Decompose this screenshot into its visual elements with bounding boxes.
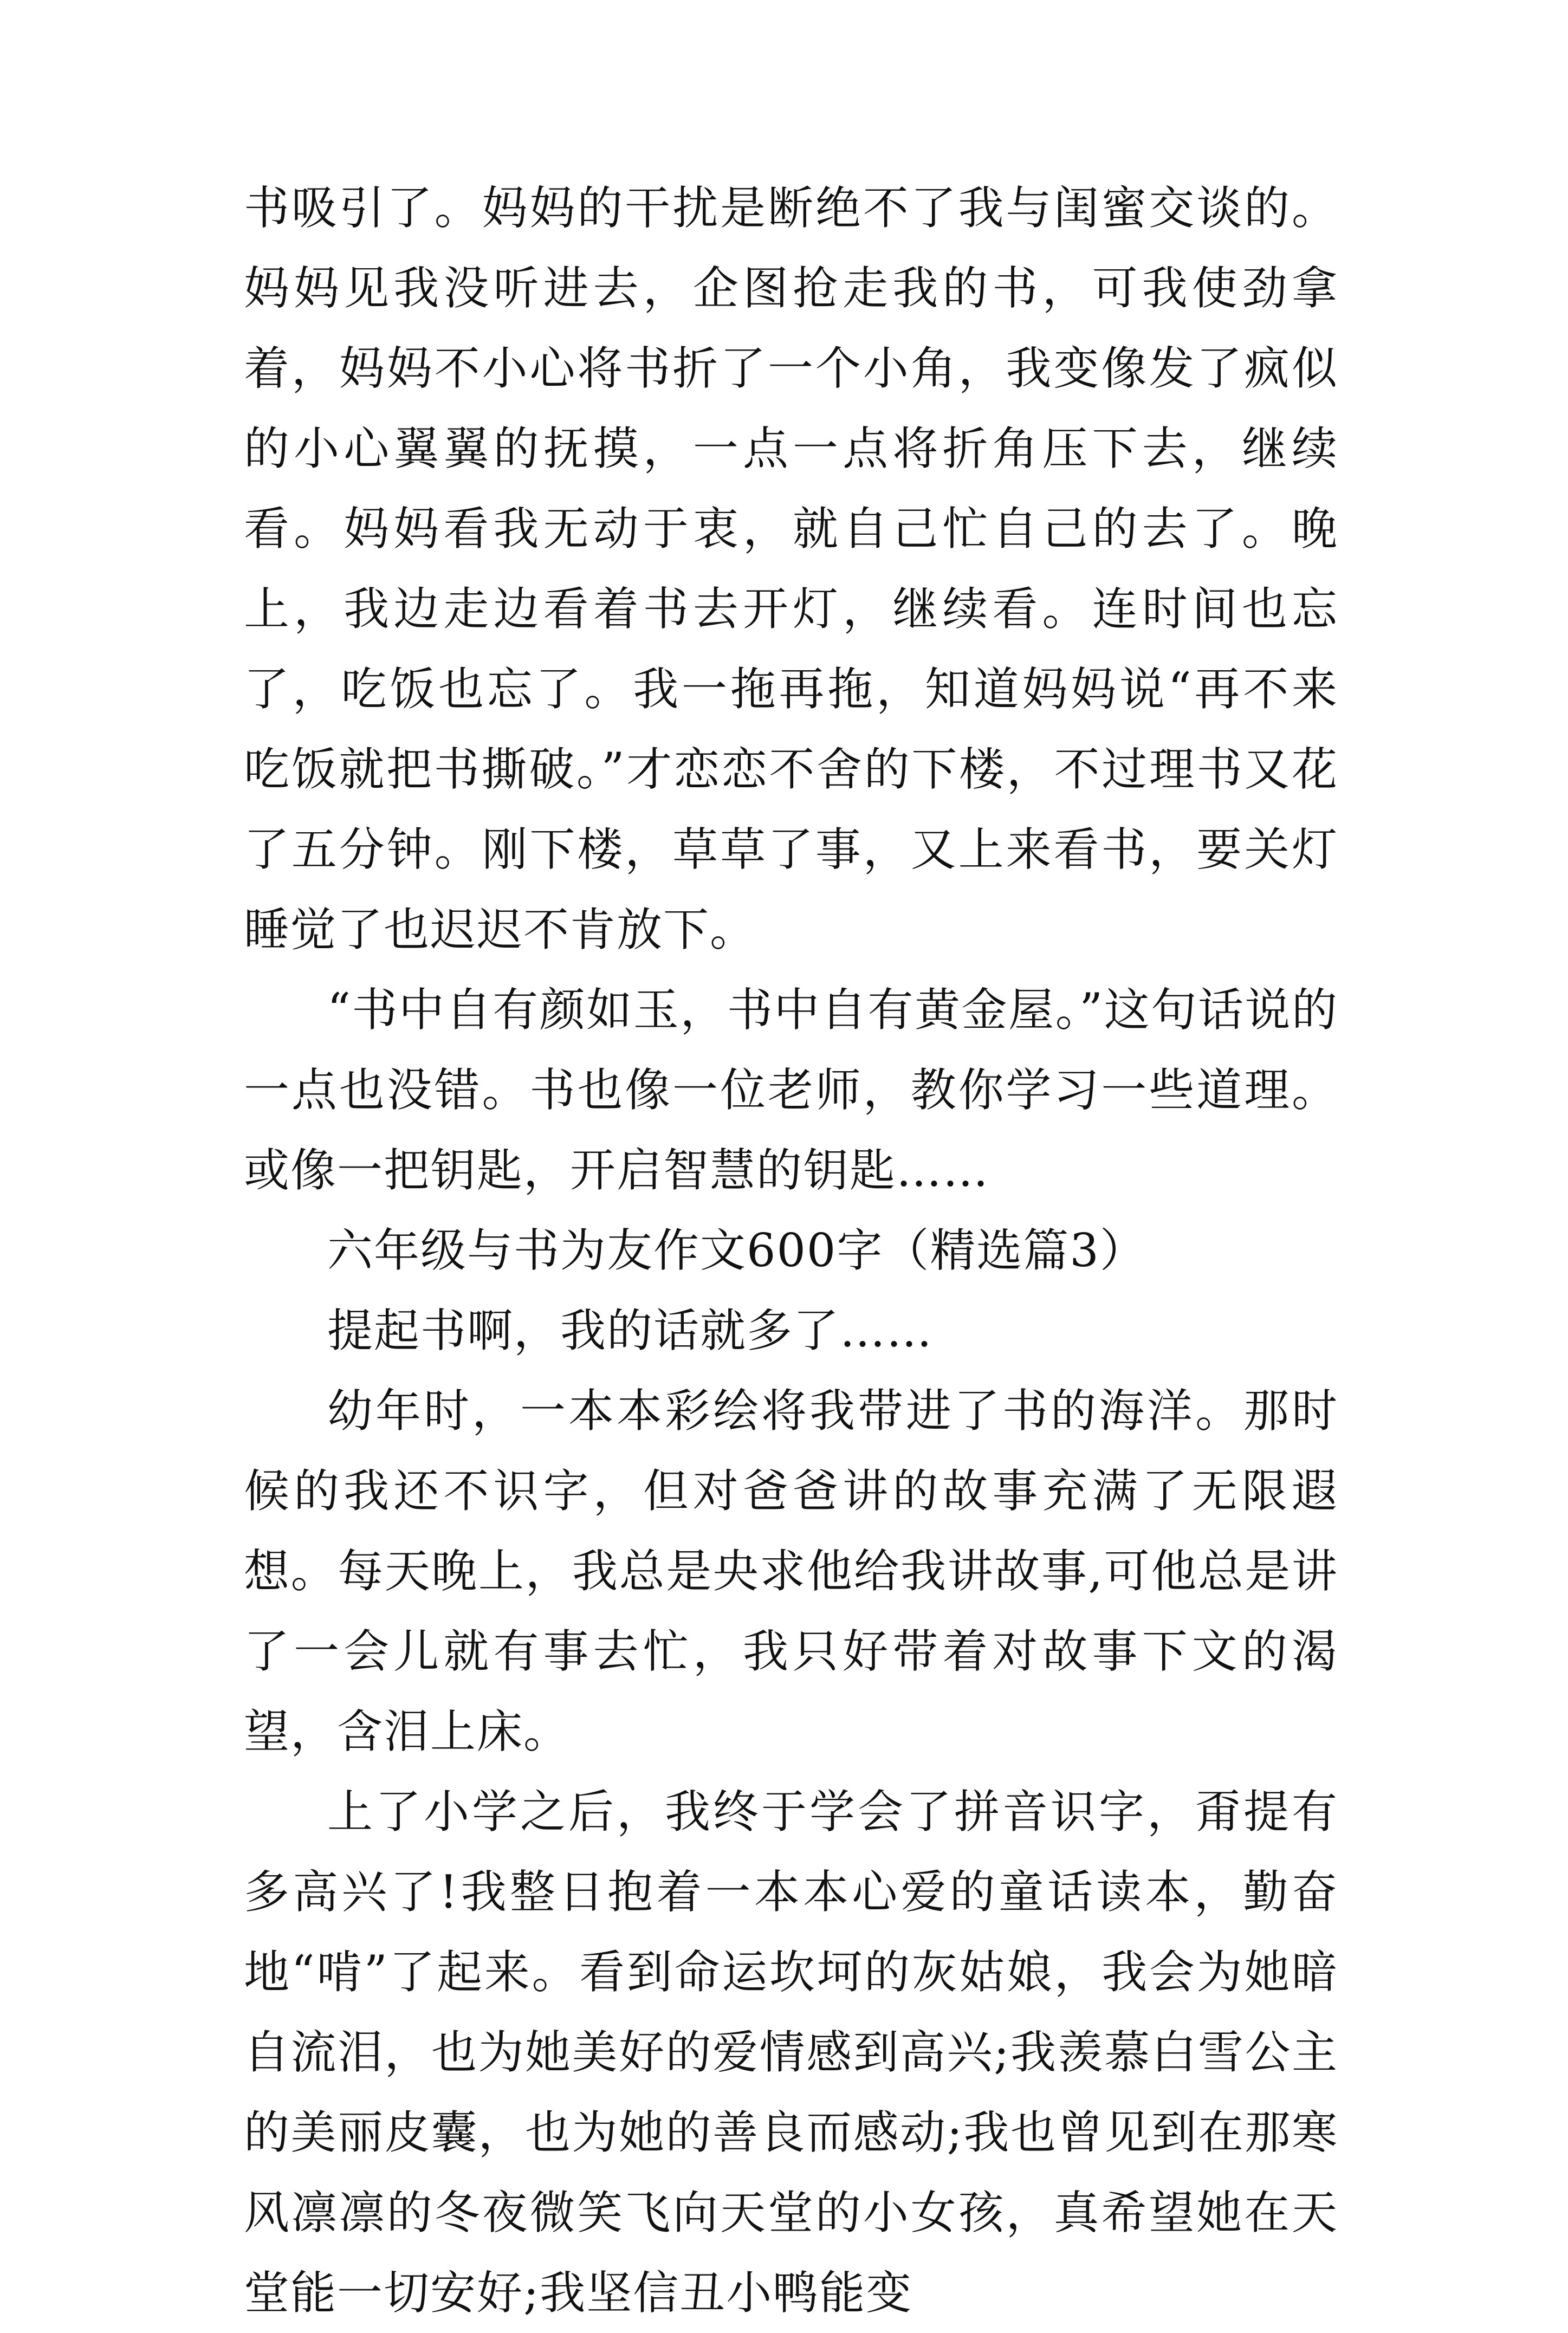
article-body [244, 168, 1338, 2333]
paragraph-childhood: 幼年时，一本本彩绘将我带进了书的海洋。那时候的我还不识字，但对爸爸讲的故事充满了无限遐想。每天晚上，我总是央求他给我讲故事,可他总是讲了一会儿就有事去忙，我只好带着对故事下文的渴望，含泪上床。 [244, 1384, 1338, 1758]
paragraph-continuation: 书吸引了。妈妈的干扰是断绝不了我与闺蜜交谈的。妈妈见我没听进去，企图抢走我的书，可我使劲拿着，妈妈不小心将书折了一个小角，我变像发了疯似的小心翼翼的抚摸，一点一点将折角压下去，继续看。妈妈看我无动于衷，就自己忙自己的去了。晚上，我边走边看着书去开灯，继续看。连时间也忘了，吃饭也忘了。我一拖再拖，知道妈妈说“再不来吃饭就把书撕破。”才恋恋不舍的下楼，不过理书又花了五分钟。刚下楼，草草了事，又上来看书，要关灯睡觉了也迟迟不肯放下。 [244, 182, 1338, 956]
paragraph-intro: 提起书啊，我的话就多了…… [327, 1304, 934, 1357]
paragraph-primary-school: 上了小学之后，我终于学会了拼音识字，甭提有多高兴了!我整日抱着一本本心爱的童话读本，勤奋地“啃”了起来。看到命运坎坷的灰姑娘，我会为她暗自流泪，也为她美好的爱情感到高兴;我羡慕白雪公主的美丽皮囊，也为她的善良而感动;我也曾见到在那寒风凛凛的冬夜微笑飞向天堂的小女孩，真希望她在天堂能一切安好;我坚信丑小鸭能变 [244, 1785, 1338, 2319]
section-heading: 六年级与书为友作文600字（精选篇3） [327, 1224, 1146, 1277]
paragraph-quote: “书中自有颜如玉，书中自有黄金屋。”这句话说的一点也没错。书也像一位老师，教你学习一些道理。或像一把钥匙，开启智慧的钥匙…… [244, 983, 1338, 1197]
